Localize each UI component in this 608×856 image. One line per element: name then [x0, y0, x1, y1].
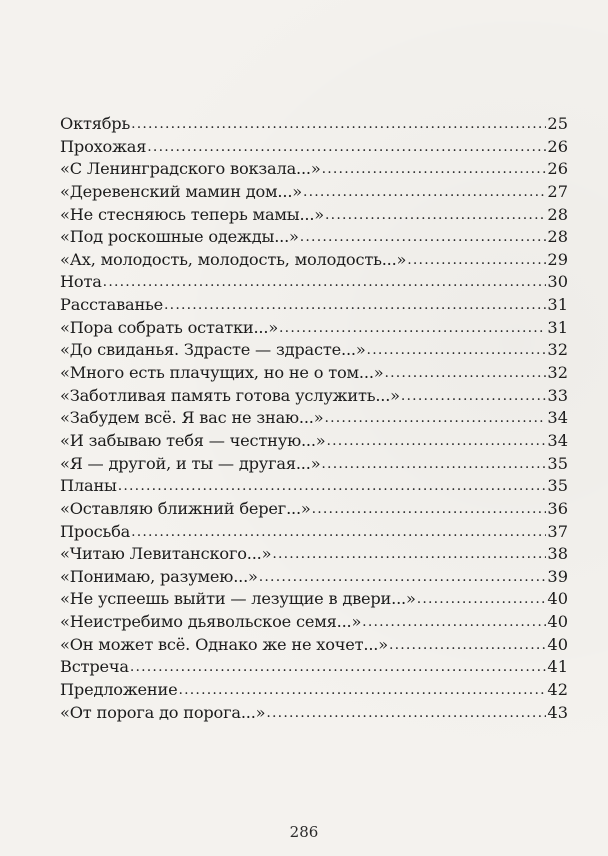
dot-leader	[367, 339, 546, 362]
toc-entry	[60, 407, 568, 430]
toc-entry-page: 43	[547, 702, 568, 722]
toc-entry-page: 26	[547, 159, 568, 179]
toc-entry	[60, 475, 568, 498]
toc-entry	[60, 385, 568, 408]
dot-leader	[272, 543, 546, 566]
toc-entry	[60, 453, 568, 476]
dot-leader	[389, 634, 546, 657]
dot-leader	[178, 679, 546, 702]
toc-entry-title: Расставанье	[60, 295, 164, 315]
toc-entry	[60, 339, 568, 362]
toc-entry-title: Встреча	[60, 657, 129, 677]
toc-entry-page: 25	[547, 114, 568, 133]
toc-entry-title: «Деревенский мамин дом...»	[60, 181, 302, 201]
toc-entry	[60, 543, 568, 566]
toc-entry	[60, 204, 568, 227]
dot-leader	[279, 317, 546, 340]
toc-entry-title: Просьба	[60, 521, 131, 541]
toc-entry-page: 27	[547, 181, 568, 201]
toc-entry-page: 31	[547, 295, 568, 315]
toc-entry	[60, 226, 568, 249]
toc-entry-title: «Я — другой, и ты — другая...»	[60, 453, 321, 473]
toc-entry-page: 37	[547, 521, 568, 541]
toc-entry	[60, 634, 568, 657]
toc-entry	[60, 498, 568, 521]
dot-leader	[321, 453, 546, 476]
toc-entry	[60, 679, 568, 702]
toc-entry-title: «Читаю Левитанского...»	[60, 544, 272, 564]
dot-leader	[327, 430, 547, 453]
toc-entry-title: Октябрь	[60, 114, 131, 133]
toc-entry-page: 32	[547, 340, 568, 360]
dot-leader	[131, 113, 546, 136]
toc-entry-title: «Понимаю, разумею...»	[60, 566, 258, 586]
toc-entry	[60, 158, 568, 181]
toc-entry-title: «Неистребимо дьявольское семя...»	[60, 612, 362, 632]
dot-leader	[417, 588, 546, 611]
table-of-contents	[60, 113, 568, 724]
toc-entry-title: «С Ленинградского вокзала...»	[60, 159, 321, 179]
toc-entry-title: «Забудем всё. Я вас не знаю...»	[60, 408, 324, 428]
toc-entry-page: 33	[547, 385, 568, 405]
dot-leader	[259, 566, 546, 589]
toc-entry-title: «Заботливая память готова услужить...»	[60, 385, 400, 405]
dot-leader	[384, 362, 546, 385]
toc-entry-title: «Не успеешь выйти — лезущие в двери...»	[60, 589, 416, 609]
dot-leader	[303, 181, 546, 204]
toc-entry-page: 34	[547, 430, 568, 450]
toc-entry	[60, 181, 568, 204]
toc-entry-title: «И забываю тебя — честную...»	[60, 430, 326, 450]
toc-entry	[60, 136, 568, 159]
toc-entry-page: 26	[547, 136, 568, 156]
dot-leader	[322, 158, 546, 181]
dot-leader	[130, 656, 546, 679]
dot-leader	[147, 136, 546, 159]
toc-entry	[60, 566, 568, 589]
toc-entry-title: «Ах, молодость, молодость, молодость...»	[60, 249, 407, 269]
dot-leader	[118, 475, 546, 498]
toc-entry	[60, 317, 568, 340]
toc-entry-title: Планы	[60, 476, 117, 496]
toc-entry-title: «До свиданья. Здрасте — здрасте...»	[60, 340, 366, 360]
dot-leader	[325, 204, 546, 227]
toc-entry	[60, 271, 568, 294]
dot-leader	[131, 521, 546, 544]
toc-entry	[60, 294, 568, 317]
toc-entry-page: 29	[547, 249, 568, 269]
toc-entry-title: «Много есть плачущих, но не о том...»	[60, 363, 384, 383]
toc-entry	[60, 362, 568, 385]
toc-entry-page: 39	[547, 566, 568, 586]
toc-entry-title: «Он может всё. Однако же не хочет...»	[60, 634, 388, 654]
toc-entry-page: 42	[547, 680, 568, 700]
toc-entry-title: «Пора собрать остатки...»	[60, 317, 279, 337]
toc-entry-title: «Под роскошные одежды...»	[60, 227, 299, 247]
toc-entry-page: 31	[547, 317, 568, 337]
toc-entry-page: 30	[547, 272, 568, 292]
toc-entry	[60, 656, 568, 679]
toc-entry	[60, 113, 568, 136]
toc-entry-page: 28	[547, 227, 568, 247]
toc-entry-page: 35	[547, 453, 568, 473]
toc-entry-page: 32	[547, 363, 568, 383]
dot-leader	[300, 226, 546, 249]
toc-entry	[60, 430, 568, 453]
toc-entry-page: 35	[547, 476, 568, 496]
dot-leader	[407, 249, 546, 272]
toc-entry-title: «От порога до порога...»	[60, 702, 266, 722]
toc-entry-page: 36	[547, 498, 568, 518]
dot-leader	[324, 407, 546, 430]
toc-entry-title: «Оставляю ближний берег...»	[60, 498, 311, 518]
toc-entry-page: 28	[547, 204, 568, 224]
toc-entry-page: 41	[547, 657, 568, 677]
dot-leader	[164, 294, 546, 317]
toc-entry-title: «Не стесняюсь теперь мамы...»	[60, 204, 325, 224]
toc-entry	[60, 588, 568, 611]
toc-entry-page: 34	[547, 408, 568, 428]
toc-entry-page: 40	[547, 634, 568, 654]
toc-entry-title: Прохожая	[60, 136, 147, 156]
dot-leader	[362, 611, 546, 634]
toc-entry-page: 40	[547, 612, 568, 632]
toc-entry-title: Предложение	[60, 680, 178, 700]
dot-leader	[103, 271, 546, 294]
dot-leader	[312, 498, 546, 521]
dot-leader	[266, 702, 546, 725]
dot-leader	[401, 385, 546, 408]
toc-entry-page: 40	[547, 589, 568, 609]
toc-entry	[60, 521, 568, 544]
toc-entry-page: 38	[547, 544, 568, 564]
page-number: 286	[289, 823, 319, 841]
toc-entry	[60, 702, 568, 725]
toc-entry	[60, 611, 568, 634]
toc-entry-title: Нота	[60, 272, 102, 292]
toc-entry	[60, 249, 568, 272]
